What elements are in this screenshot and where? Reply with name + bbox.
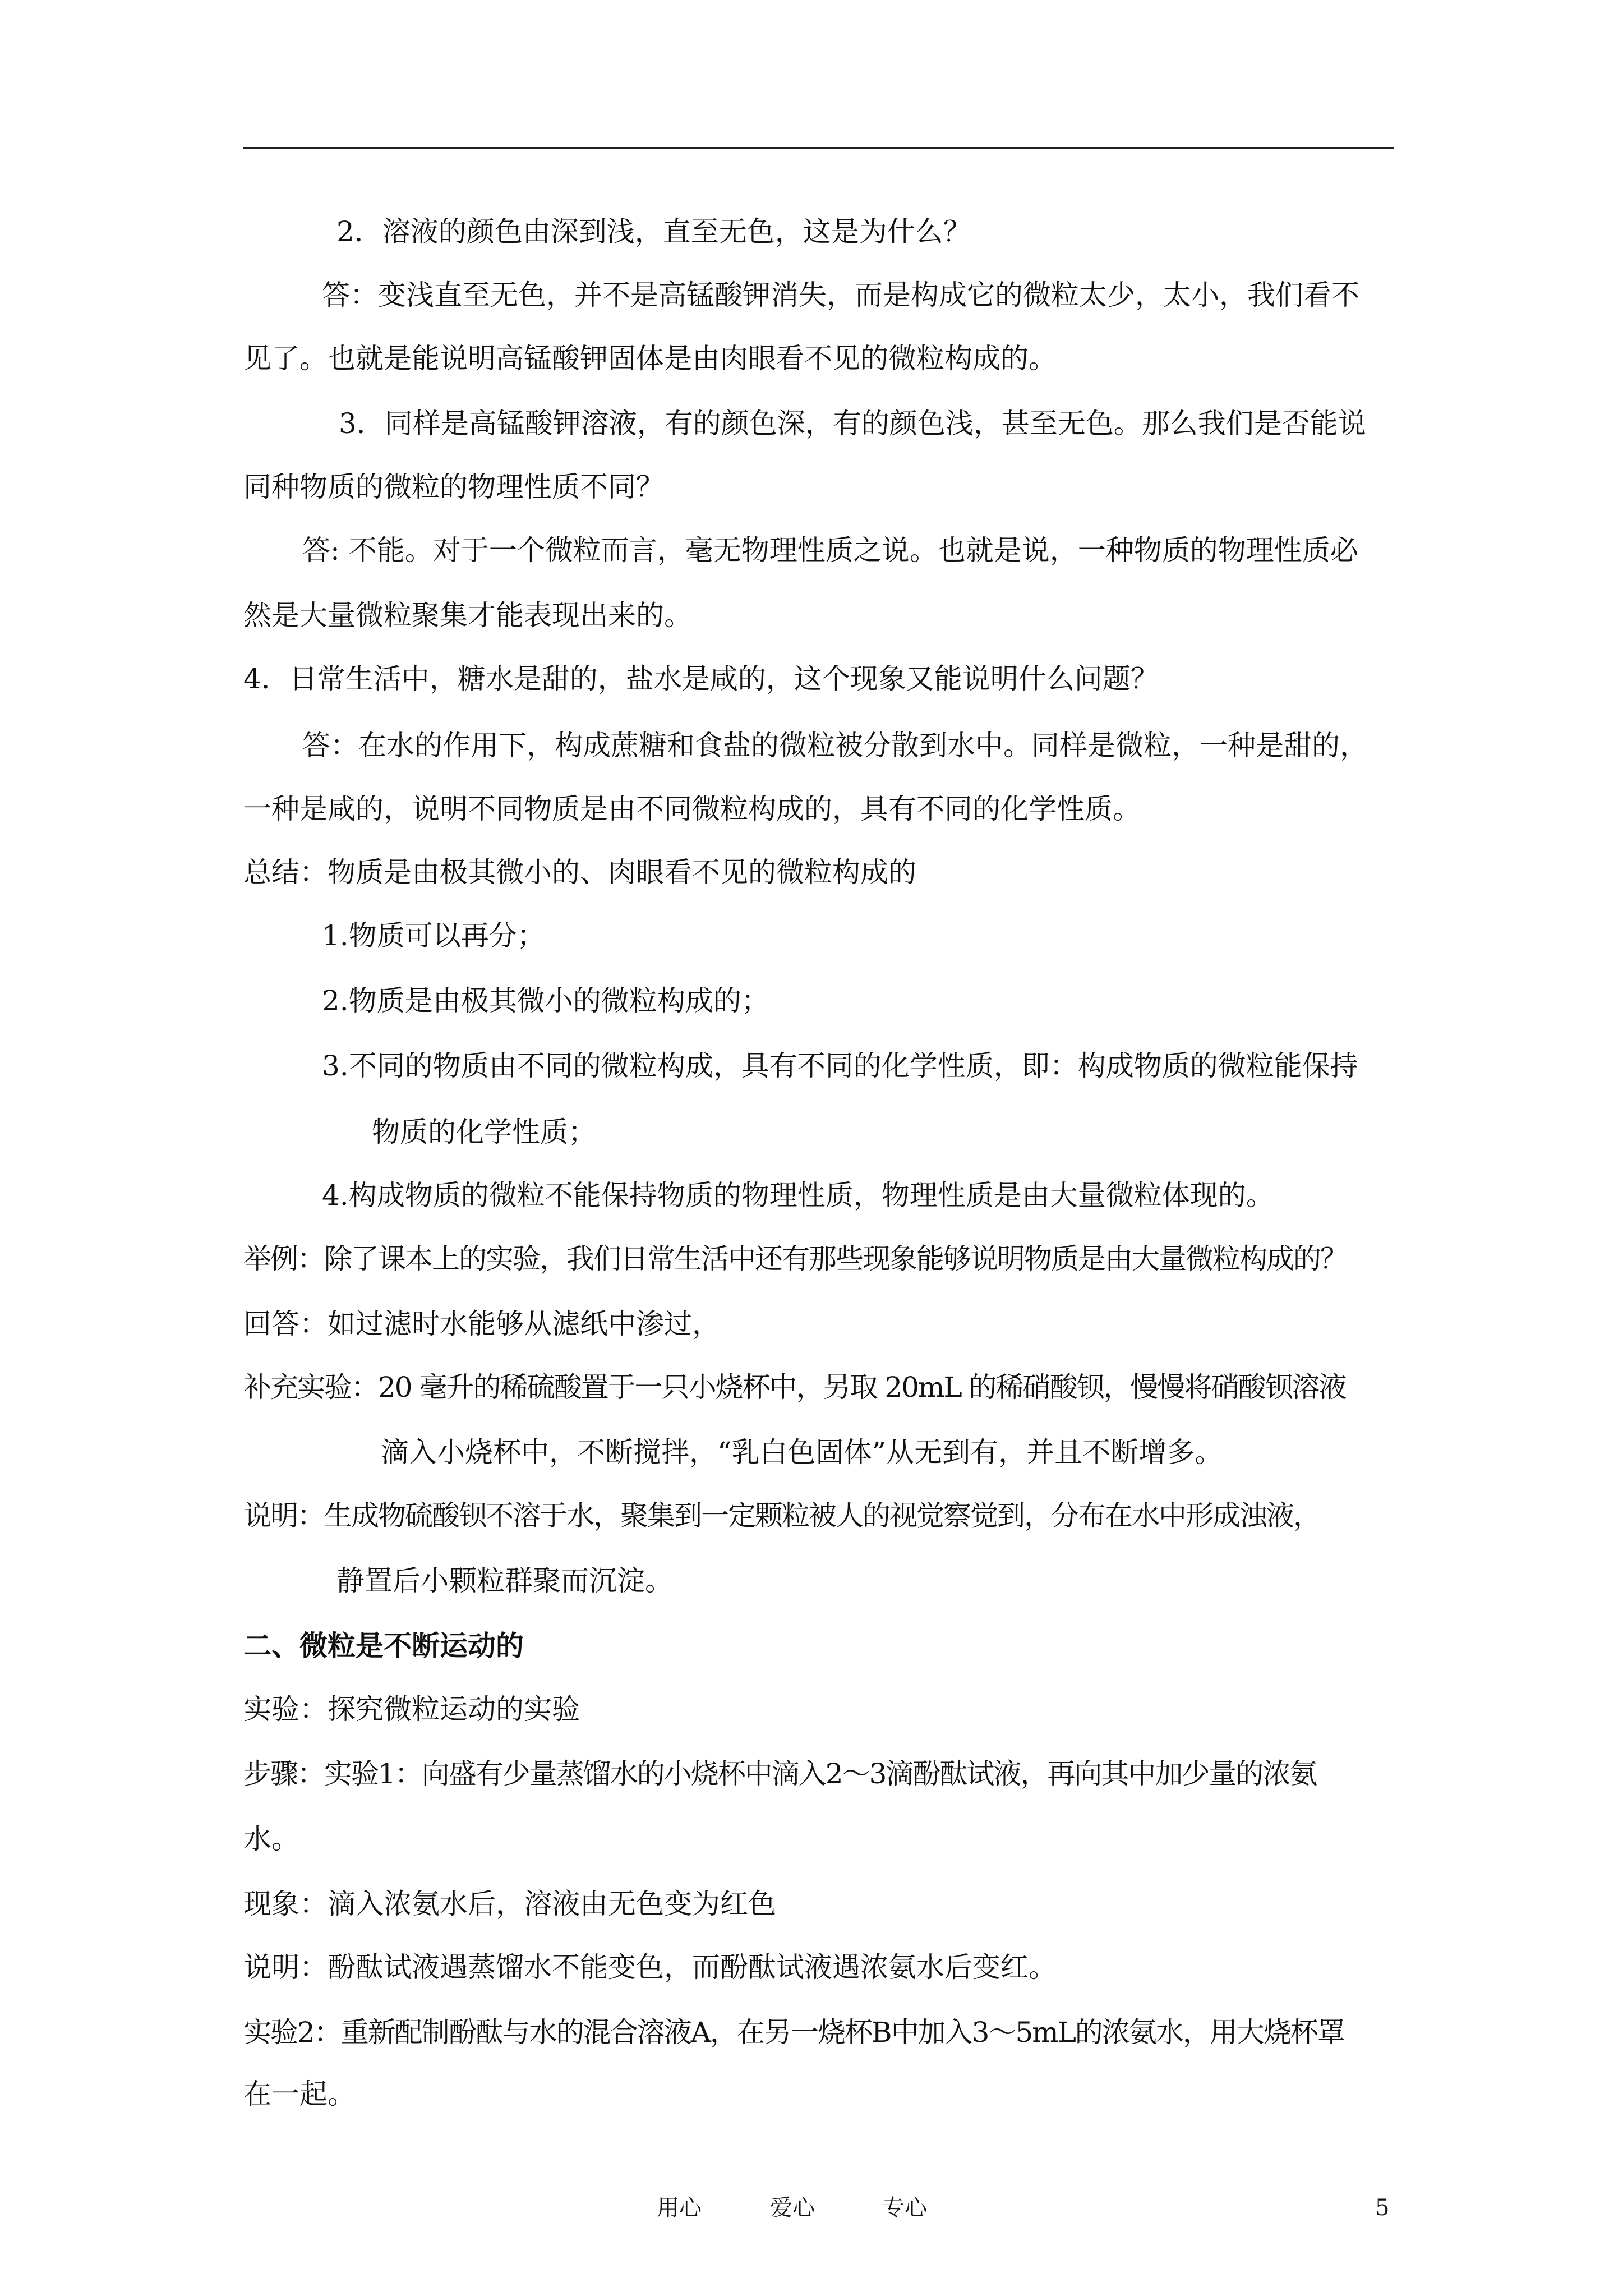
answer-line: 答: 不能。对于一个微粒而言，毫无物理性质之说。也就是说，一种物质的物理性质必 — [302, 534, 1358, 567]
phenomenon-line: 现象：滴入浓氨水后，溶液由无色变为红色 — [243, 1888, 776, 1920]
summary-item: 3.不同的物质由不同的微粒构成，具有不同的化学性质，即：构成物质的微粒能保持 — [322, 1050, 1358, 1082]
explanation-line: 说明：酚酞试液遇蒸馏水不能变色，而酚酞试液遇浓氨水后变红。 — [243, 1951, 1057, 1984]
answer-line: 一种是咸的，说明不同物质是由不同微粒构成的，具有不同的化学性质。 — [243, 793, 1141, 825]
question-line: 4．日常生活中，糖水是甜的，盐水是咸的，这个现象又能说明什么问题？ — [243, 662, 1159, 695]
answer-line: 答：变浅直至无色，并不是高锰酸钾消失，而是构成它的微粒太少，太小，我们看不 — [322, 279, 1359, 311]
summary-title: 总结：物质是由极其微小的、肉眼看不见的微粒构成的 — [243, 856, 916, 889]
explanation-line: 说明：生成物硫酸钡不溶于水，聚集到一定颗粒被人的视觉察觉到，分布在水中形成浊液， — [243, 1499, 1320, 1532]
footer-motto: 专心 — [882, 2195, 927, 2221]
supplement-experiment-line: 补充实验：20 毫升的稀硫酸置于一只小烧杯中，另取 20mL 的稀硝酸钡，慢慢将硝酸钡溶液 — [243, 1371, 1346, 1404]
explanation-line: 静置后小颗粒群聚而沉淀。 — [336, 1565, 673, 1597]
experiment-line: 实验2：重新配制酚酞与水的混合溶液A，在另一烧杯B中加入3～5mL的浓氨水，用大烧杯罩 — [243, 2016, 1344, 2049]
header-rule — [243, 147, 1394, 149]
section-heading: 二、微粒是不断运动的 — [243, 1629, 524, 1662]
summary-item: 物质的化学性质； — [372, 1116, 596, 1148]
steps-line: 步骤：实验1：向盛有少量蒸馏水的小烧杯中滴入2～3滴酚酞试液，再向其中加少量的浓氨 — [243, 1757, 1317, 1790]
footer-motto: 爱心 — [770, 2195, 815, 2221]
example-line: 举例：除了课本上的实验，我们日常生活中还有那些现象能够说明物质是由大量微粒构成的？ — [243, 1243, 1347, 1275]
answer-line: 答：在水的作用下，构成蔗糖和食盐的微粒被分散到水中。同样是微粒，一种是甜的， — [302, 729, 1368, 762]
experiment-line: 在一起。 — [243, 2078, 356, 2110]
answer-line: 见了。也就是能说明高锰酸钾固体是由肉眼看不见的微粒构成的。 — [243, 342, 1057, 375]
question-line: 3．同样是高锰酸钾溶液，有的颜色深，有的颜色浅，甚至无色。那么我们是否能说 — [339, 407, 1366, 440]
footer-motto: 用心 — [657, 2195, 702, 2221]
summary-item: 1.物质可以再分； — [322, 919, 545, 952]
answer-line: 然是大量微粒聚集才能表现出来的。 — [243, 599, 692, 632]
experiment-line: 实验：探究微粒运动的实验 — [243, 1693, 580, 1726]
steps-line: 水。 — [243, 1823, 299, 1855]
summary-item: 4.构成物质的微粒不能保持物质的物理性质，物理性质是由大量微粒体现的。 — [322, 1179, 1274, 1212]
summary-item: 2.物质是由极其微小的微粒构成的； — [322, 984, 769, 1017]
supplement-experiment-line: 滴入小烧杯中，不断搅拌，“乳白色固体”从无到有，并且不断增多。 — [381, 1436, 1223, 1469]
page-number: 5 — [1375, 2195, 1390, 2221]
question-line: 2．溶液的颜色由深到浅，直至无色，这是为什么？ — [336, 215, 971, 248]
answer-line: 回答：如过滤时水能够从滤纸中渗过， — [243, 1308, 720, 1340]
question-line: 同种物质的微粒的物理性质不同？ — [243, 471, 664, 503]
